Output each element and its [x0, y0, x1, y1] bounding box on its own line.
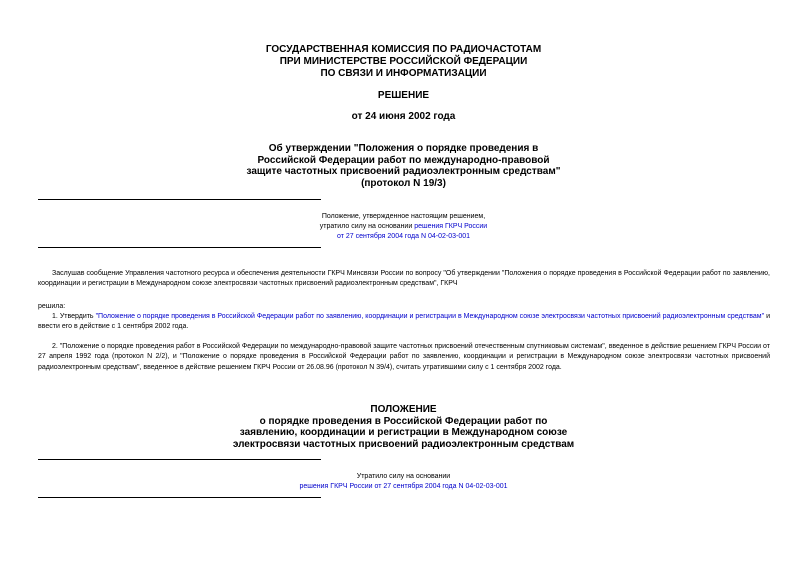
issuer-header [0, 44, 807, 80]
regulation-line-1: о порядке проведения в Российской Федерации работ по [259, 415, 548, 427]
subject-line-3: защите частотных присвоений радиоэлектронным средствам" [246, 166, 561, 177]
intro-paragraph: Заслушав сообщение Управления частотного ресурса и обеспечения деятельности ГКРЧ Минсвязи России по вопросу "Об утверждении "Положения о порядке проведения в Российской Федерации работ по заявлению, координации и регистрации в Международном союзе электросвязи частотных присвоений радиоэлектронным средствам", ГКРЧ [38, 270, 770, 288]
subject-protocol: (протокол N 19/3) [361, 177, 446, 189]
note-top-divider [38, 199, 321, 200]
regulation-line-3: электросвязи частотных присвоений радиоэлектронным средствам [232, 438, 575, 450]
item-2-paragraph: 2. "Положение о порядке проведения работ в Российской Федерации по международно-правовой защите частотных присвоений отечественным спутниковым системам", введенное в действие решением ГКРЧ России от 27 апреля 1992 года (протокол N 2/2), и "Положение о порядке проведения в Российской Федерации работ по заявлению, координации и регистрации в Международном союзе электросвязи частотных присвоений радиоэлектронным средствам", введенное в действие решением ГКРЧ России от 26.08.96 (протокол N 39/4), считать утратившими силу с 1 сентября 2002 года. [38, 343, 770, 371]
item-1-prefix: 1. Утвердить [52, 313, 96, 320]
regulation-link[interactable]: "Положение о порядке проведения в Российской Федерации работ по заявлению, координации и регистрации в Международном союзе электросвязи частотных присвоений радиоэлектронным средствам" [95, 313, 765, 320]
item-1-paragraph [38, 312, 770, 333]
document-date: от 24 июня 2002 года [351, 111, 456, 122]
regulation-status-note [0, 472, 807, 492]
repeal-decision-link[interactable]: решения ГКРЧ России [414, 223, 488, 230]
status-note-line-3 [0, 232, 807, 242]
issuer-line-2: ПРИ МИНИСТЕРСТВЕ РОССИЙСКОЙ ФЕДЕРАЦИИ [279, 56, 528, 67]
note-bottom-divider [38, 247, 321, 248]
regulation-note-top-divider [38, 459, 321, 460]
regulation-note-line-1: Утратило силу на основании [356, 473, 451, 480]
regulation-heading: ПОЛОЖЕНИЕ [370, 404, 437, 415]
issuer-line-1: ГОСУДАРСТВЕННАЯ КОМИССИЯ ПО РАДИОЧАСТОТАМ [265, 44, 542, 55]
status-note-text: утратило силу на основании [319, 223, 415, 230]
regulation-repeal-link[interactable]: решения ГКРЧ России от 27 сентября 2004 года N 04-02-03-001 [299, 483, 508, 490]
issuer-line-3: ПО СВЯЗИ И ИНФОРМАТИЗАЦИИ [320, 68, 487, 79]
subject-line-1: Об утверждении "Положения о порядке проведения в [268, 143, 539, 154]
regulation-note-line-2 [0, 482, 807, 492]
regulation-title [0, 404, 807, 450]
regulation-line-2: заявлению, координации и регистрации в Международном союзе [239, 427, 568, 438]
status-note-line-2 [0, 222, 807, 232]
document-type: РЕШЕНИЕ [377, 90, 430, 101]
item-1-suffix: и ввести его в действие с 1 сентября 2002 года. [38, 313, 770, 331]
resolved-label: решила: [38, 303, 66, 310]
status-note-line-1: Положение, утвержденное настоящим решением, [321, 213, 486, 220]
subject-line-2: Российской Федерации работ по международно-правовой [257, 154, 550, 166]
regulation-note-bottom-divider [38, 497, 321, 498]
status-note [0, 212, 807, 242]
document-subject [0, 143, 807, 189]
repeal-decision-date-link[interactable]: от 27 сентября 2004 года N 04-02-03-001 [336, 233, 471, 240]
